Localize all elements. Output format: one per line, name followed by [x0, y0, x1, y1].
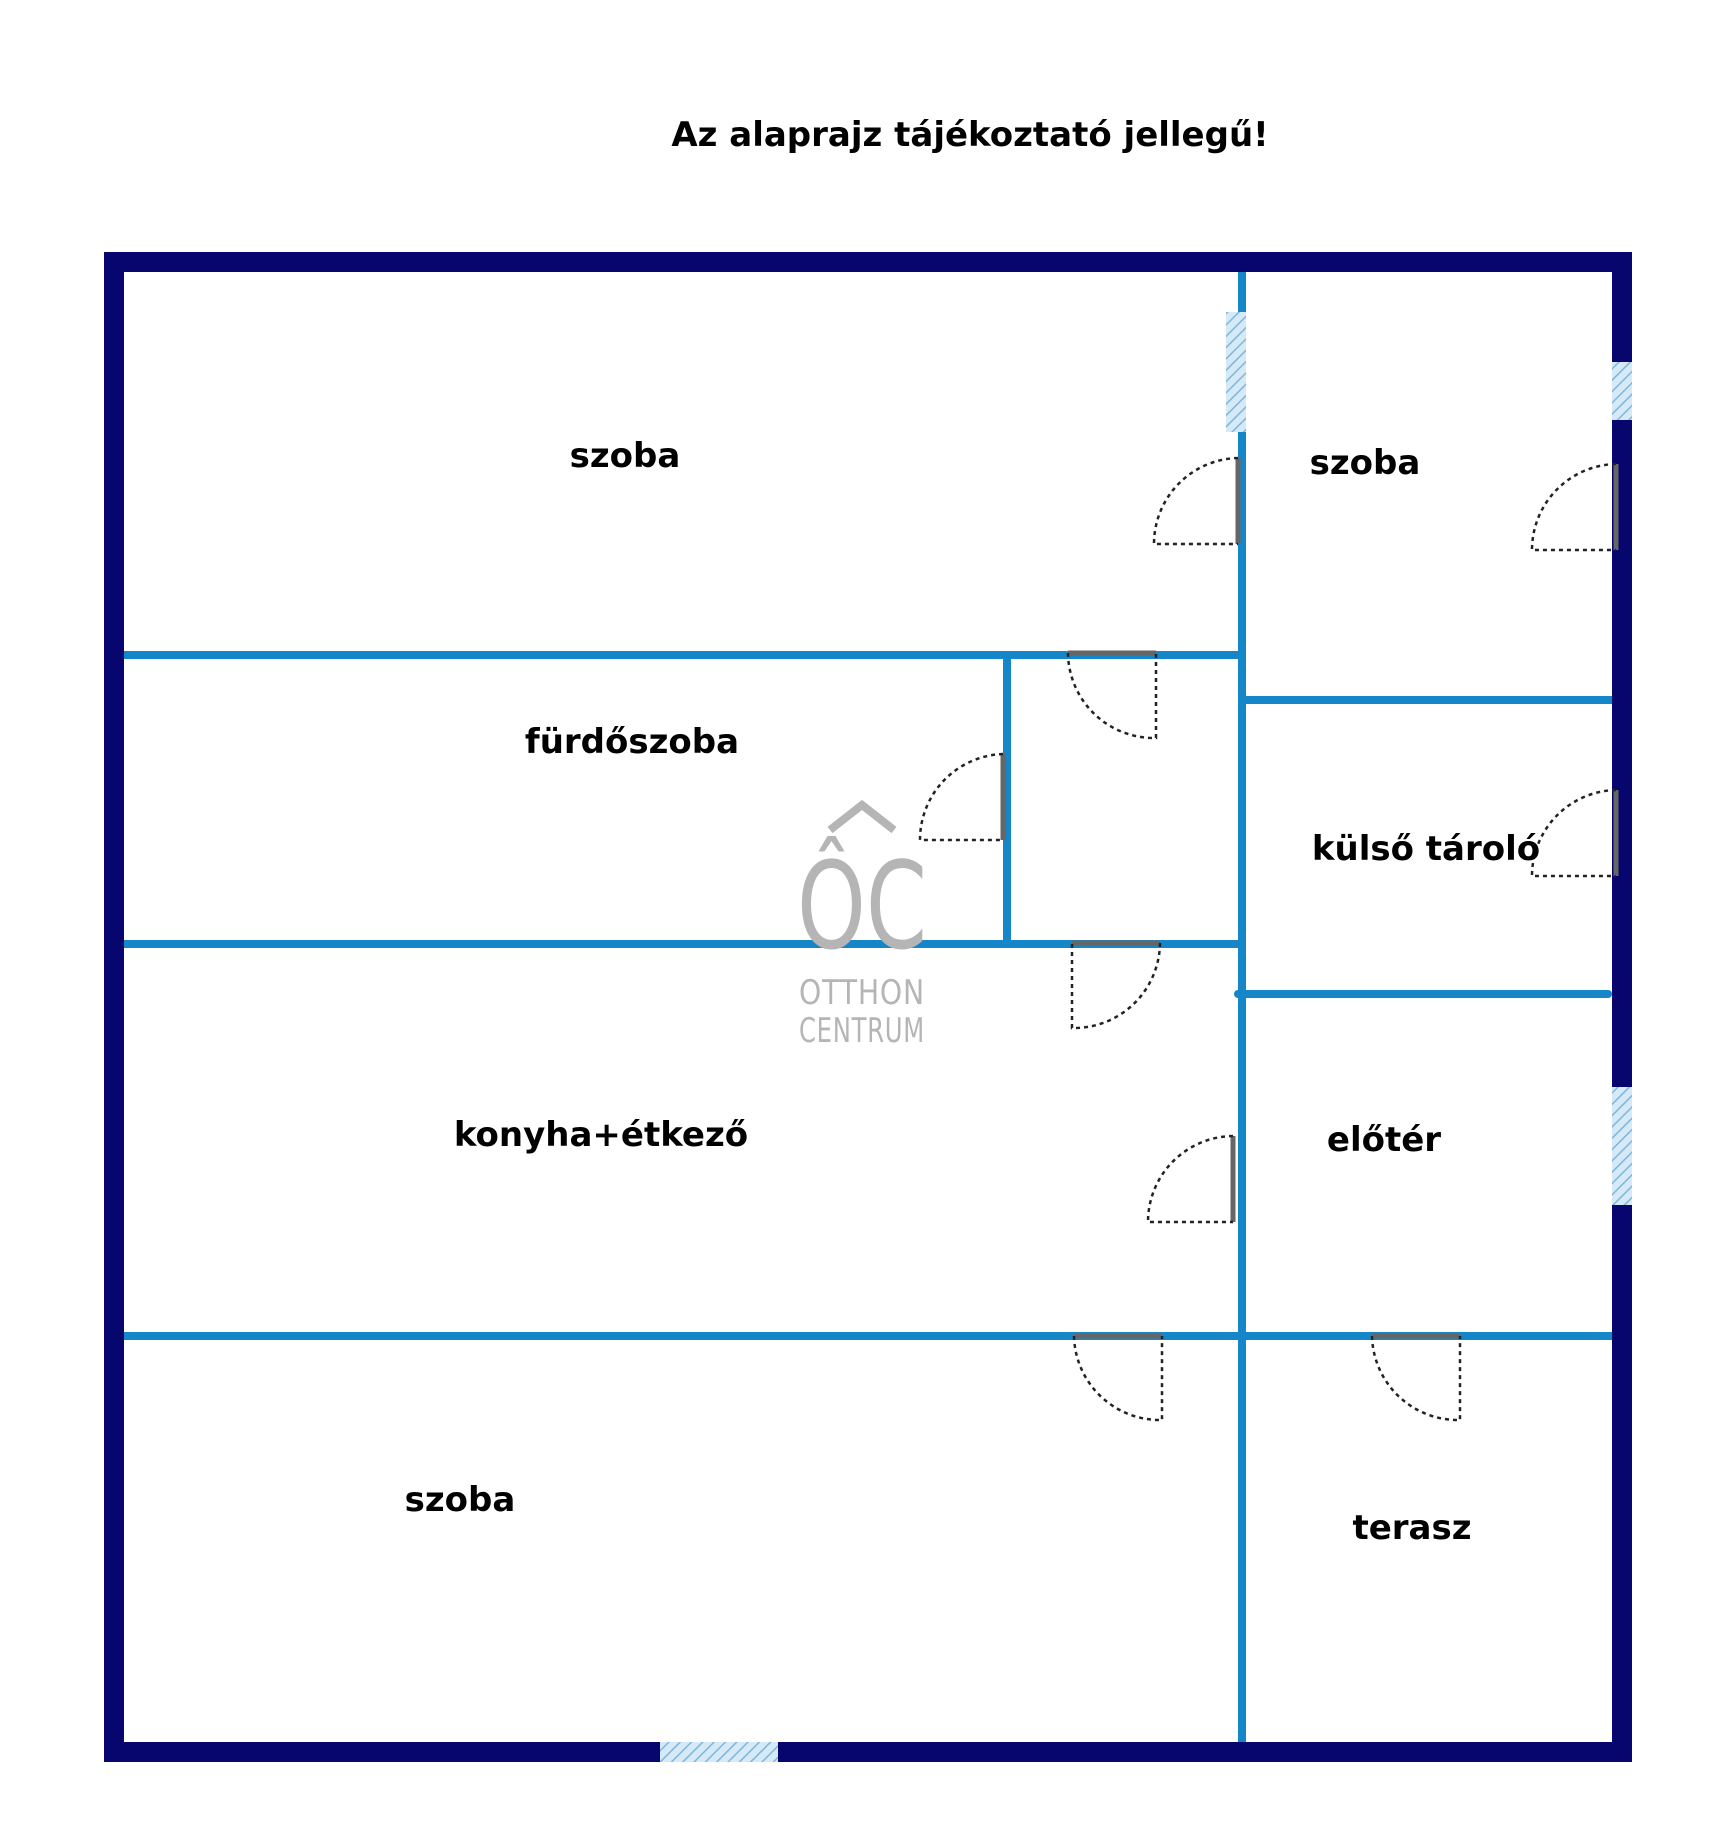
door-kitchen-hall — [1148, 1136, 1233, 1222]
watermark-logo: ÔC — [797, 838, 976, 977]
window-hall-east — [1612, 1087, 1632, 1205]
room-label-terasz: terasz — [1352, 1508, 1472, 1548]
inner-wall-room2-storage — [1242, 696, 1612, 704]
door-room1 — [1154, 458, 1238, 544]
door-bathroom — [920, 754, 1003, 840]
logo-roof-icon — [830, 805, 894, 830]
inner-wall-storage-hall — [1234, 990, 1612, 998]
window-room3-south — [660, 1742, 778, 1762]
outer-wall-top — [104, 252, 1624, 272]
room-label-kulso-tarolo: külső tároló — [1311, 829, 1541, 869]
door-storage — [1532, 790, 1616, 876]
room-label-szoba-1: szoba — [569, 436, 681, 476]
doors — [920, 458, 1616, 1420]
room-label-szoba-3: szoba — [404, 1480, 516, 1520]
watermark-line2: CENTRUM — [799, 1011, 925, 1051]
door-kitchen-top — [1072, 943, 1160, 1028]
watermark-line1: OTTHON — [799, 973, 925, 1013]
window-room1-east — [1226, 312, 1246, 432]
door-room2 — [1532, 464, 1616, 550]
plan-disclaimer-title: Az alaprajz tájékoztató jellegű! — [671, 115, 1269, 155]
door-terrace — [1372, 1336, 1460, 1420]
room-label-szoba-2: szoba — [1309, 443, 1421, 483]
outer-wall-left — [104, 252, 124, 1762]
door-closet — [1068, 653, 1156, 738]
room-label-furdoszoba: fürdőszoba — [524, 722, 740, 762]
window-room2-east — [1612, 362, 1632, 420]
door-room3 — [1074, 1336, 1162, 1420]
room-label-konyha-etkezo: konyha+étkező — [453, 1115, 749, 1155]
otthon-centrum-watermark — [797, 805, 976, 1051]
room-label-eloter: előtér — [1326, 1120, 1442, 1160]
outer-wall-bottom — [104, 1742, 1624, 1762]
